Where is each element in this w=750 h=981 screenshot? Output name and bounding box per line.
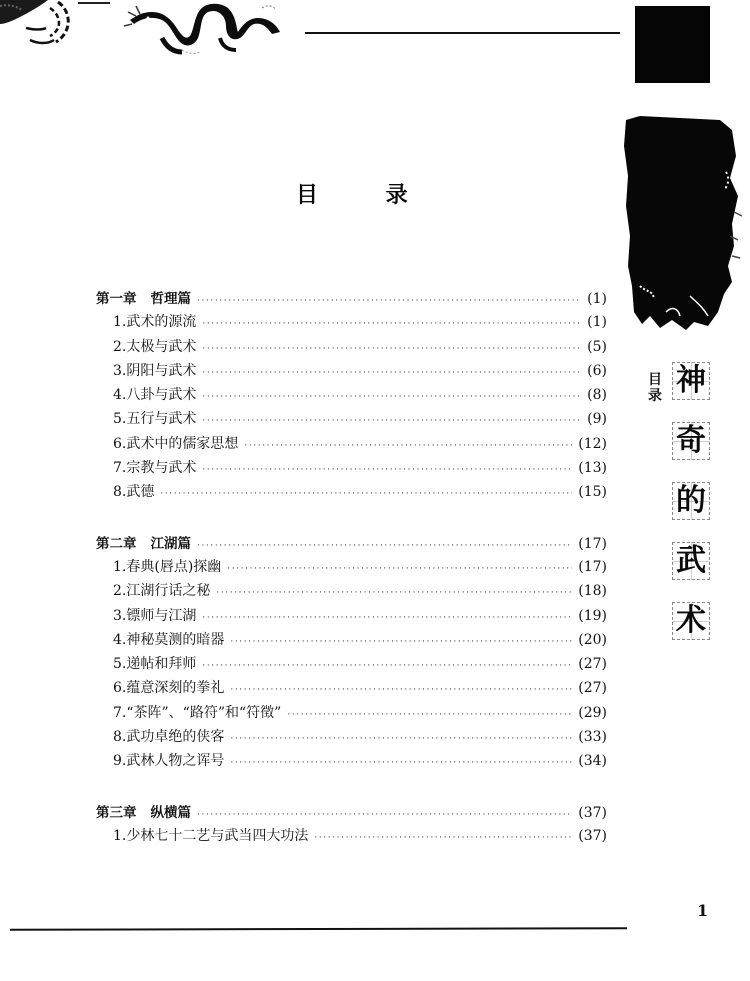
dot-leader xyxy=(197,296,581,306)
side-title-char: 的 xyxy=(672,482,710,520)
dot-leader xyxy=(227,564,572,574)
entry-label: 4.八卦与武术 xyxy=(113,387,197,404)
black-box-decoration xyxy=(635,6,710,83)
chapter-name: 江湖篇 xyxy=(150,535,191,552)
page-number: 1 xyxy=(697,901,709,920)
dot-leader xyxy=(230,758,572,768)
dot-leader xyxy=(216,588,572,598)
chapter-name: 纵横篇 xyxy=(150,804,191,821)
dot-leader xyxy=(202,465,572,475)
swirl-ornament-icon xyxy=(0,0,75,48)
entry-label: 9.武林人物之诨号 xyxy=(113,753,225,770)
toc-entry[interactable] xyxy=(96,481,607,505)
page-ref: (15) xyxy=(578,484,607,501)
dot-leader xyxy=(202,392,581,402)
page-ref: (9) xyxy=(587,411,607,428)
entry-label: 8.武德 xyxy=(113,484,155,501)
dot-leader xyxy=(197,541,572,551)
dot-leader xyxy=(244,441,572,451)
toc-entry[interactable] xyxy=(96,605,607,629)
toc-chapter-2 xyxy=(96,532,607,775)
toc-entry[interactable] xyxy=(96,825,607,849)
toc-chapter-heading[interactable] xyxy=(96,801,607,825)
header-rule xyxy=(305,32,620,34)
chapter-number: 第三章 xyxy=(96,804,137,821)
dot-leader xyxy=(202,613,572,623)
dot-leader xyxy=(287,710,572,720)
toc-entry[interactable] xyxy=(96,408,607,432)
dragon-ornament-icon xyxy=(122,2,290,56)
toc-entry[interactable] xyxy=(96,677,607,701)
entry-label: 1.春典(唇点)探幽 xyxy=(113,558,222,575)
page-ref: (1) xyxy=(587,314,607,331)
entry-label: 2.江湖行话之秘 xyxy=(113,583,211,600)
toc-entry[interactable] xyxy=(96,384,607,408)
page-ref: (13) xyxy=(578,460,607,477)
page-ref: (19) xyxy=(578,607,607,624)
toc-entry[interactable] xyxy=(96,433,607,457)
entry-label: 1.武术的源流 xyxy=(113,314,197,331)
chapter-label xyxy=(96,532,197,552)
side-label-char: 录 xyxy=(648,388,662,404)
dot-leader xyxy=(202,368,581,378)
entry-label: 7.宗教与武术 xyxy=(113,460,197,477)
entry-label: 1.少林七十二艺与武当四大功法 xyxy=(113,827,309,844)
dot-leader xyxy=(197,810,572,820)
table-of-contents xyxy=(96,287,607,875)
page-ref: (5) xyxy=(587,338,607,355)
toc-entry[interactable] xyxy=(96,336,607,360)
side-title-char: 神 xyxy=(672,362,710,400)
dot-leader xyxy=(202,416,581,426)
page-ref: (27) xyxy=(578,656,607,673)
side-section-label xyxy=(648,372,662,404)
toc-chapter-heading[interactable] xyxy=(96,532,607,556)
entry-label: 7.“茶阵”、“路符”和“符徵” xyxy=(113,704,282,721)
chapter-number: 第一章 xyxy=(96,291,137,307)
page-ref: (17) xyxy=(578,558,607,575)
side-book-title xyxy=(672,362,712,662)
toc-entry[interactable] xyxy=(96,629,607,653)
page-ref: (37) xyxy=(578,827,607,844)
dot-leader xyxy=(202,661,572,671)
entry-label: 3.阴阳与武术 xyxy=(113,362,197,379)
page-ref: (29) xyxy=(578,704,607,721)
page-ref: (6) xyxy=(587,362,607,379)
entry-label: 2.太极与武术 xyxy=(113,338,197,355)
toc-entry[interactable] xyxy=(96,750,607,774)
page-ref: (8) xyxy=(587,387,607,404)
entry-label: 5.五行与武术 xyxy=(113,411,197,428)
toc-entry[interactable] xyxy=(96,726,607,750)
footer-rule xyxy=(10,927,627,931)
entry-label: 5.递帖和拜师 xyxy=(113,656,197,673)
toc-entry[interactable] xyxy=(96,556,607,580)
entry-label: 6.武术中的儒家思想 xyxy=(113,435,239,452)
page-ref: (20) xyxy=(578,631,607,648)
entry-label: 8.武功卓绝的侠客 xyxy=(113,729,225,746)
side-title-char: 奇 xyxy=(672,422,710,460)
ink-blot-decoration-icon xyxy=(620,116,745,331)
dot-leader xyxy=(230,637,572,647)
page-ref: (33) xyxy=(578,729,607,746)
chapter-label xyxy=(96,801,197,821)
page-ref: (17) xyxy=(578,535,607,552)
dot-leader xyxy=(230,734,572,744)
dot-leader xyxy=(160,489,572,499)
chapter-label xyxy=(96,287,197,307)
toc-entry[interactable] xyxy=(96,311,607,335)
toc-entry[interactable] xyxy=(96,360,607,384)
page-ref: (27) xyxy=(578,680,607,697)
dot-leader xyxy=(230,685,572,695)
page-ref: (18) xyxy=(578,583,607,600)
entry-label: 4.神秘莫测的暗器 xyxy=(113,631,225,648)
page-ref: (34) xyxy=(578,753,607,770)
toc-chapter-heading[interactable] xyxy=(96,287,607,311)
dot-leader xyxy=(202,344,581,354)
page-title: 目 录 xyxy=(296,183,438,208)
toc-chapter-1 xyxy=(96,287,607,506)
page-ref: (1) xyxy=(587,291,607,307)
entry-label: 6.蕴意深刻的拳礼 xyxy=(113,680,225,697)
side-label-char: 目 xyxy=(648,372,662,388)
toc-entry[interactable] xyxy=(96,580,607,604)
toc-entry[interactable] xyxy=(96,702,607,726)
dot-leader xyxy=(314,833,572,843)
page-ref: (12) xyxy=(578,435,607,452)
toc-chapter-3 xyxy=(96,801,607,850)
toc-entry[interactable] xyxy=(96,653,607,677)
chapter-number: 第二章 xyxy=(96,535,137,552)
entry-label: 3.镖师与江湖 xyxy=(113,607,197,624)
page-ref: (37) xyxy=(578,804,607,821)
header-short-rule xyxy=(78,2,110,4)
dot-leader xyxy=(202,319,581,329)
side-title-char: 术 xyxy=(672,602,710,640)
side-title-char: 武 xyxy=(672,542,710,580)
toc-entry[interactable] xyxy=(96,457,607,481)
chapter-name: 哲理篇 xyxy=(150,291,191,307)
